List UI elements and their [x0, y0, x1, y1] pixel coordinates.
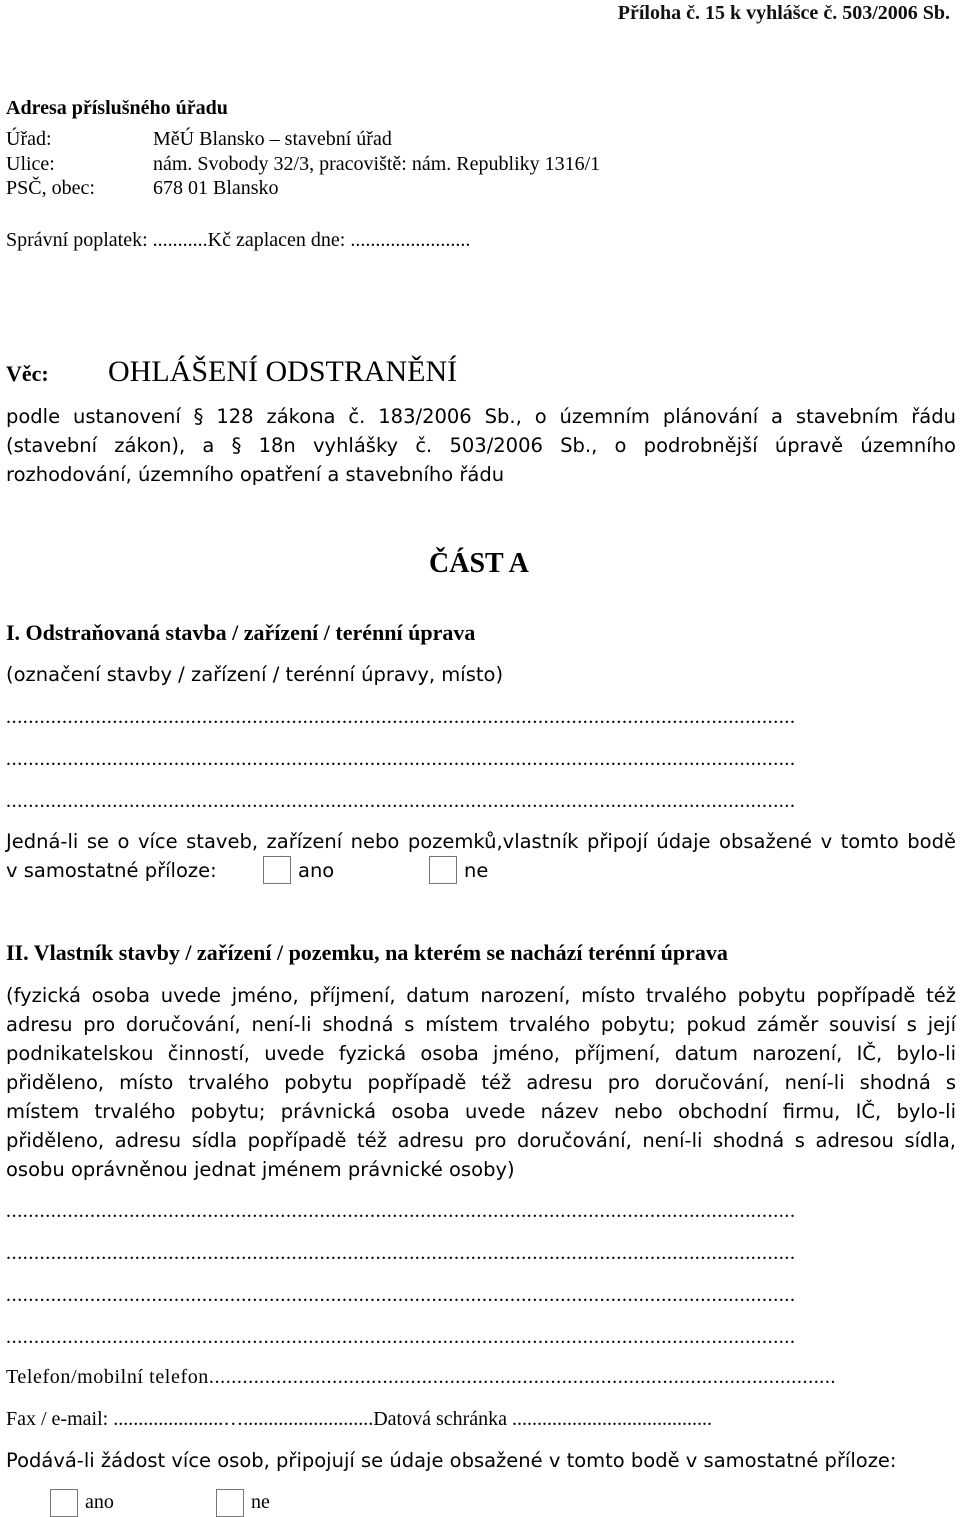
- fee-line: Správní poplatek: ...........Kč zaplacen dne: ........................: [6, 229, 471, 251]
- multi-no-label: ne: [251, 1491, 270, 1513]
- section-2-hint-line: podnikatelskou činností, uvede fyzická osoba jméno, příjmení, datum narození, IČ, bylo-li: [6, 1042, 956, 1065]
- section-2-heading: II. Vlastník stavby / zařízení / pozemku, na kterém se nachází terénní úprava: [6, 940, 728, 965]
- fill-line[interactable]: .............................................................................................................................................: [6, 790, 796, 812]
- street-value: nám. Svobody 32/3, pracoviště: nám. Republiky 1316/1: [153, 153, 601, 175]
- zip-label: PSČ, obec:: [6, 177, 95, 199]
- section-1-heading: I. Odstraňovaná stavba / zařízení / terénní úprava: [6, 620, 476, 645]
- attachment-yes-checkbox[interactable]: [263, 856, 291, 884]
- legal-basis-line-1: podle ustanovení § 128 zákona č. 183/2006 Sb., o územním plánování a stavebním řádu: [6, 405, 956, 428]
- section-1-attachment-label: v samostatné příloze:: [6, 859, 217, 882]
- office-label: Úřad:: [6, 128, 52, 150]
- attachment-no-label: ne: [464, 859, 489, 882]
- part-a-title: ČÁST A: [429, 548, 529, 579]
- document-title: OHLÁŠENÍ ODSTRANĚNÍ: [108, 355, 458, 388]
- office-value: MěÚ Blansko – stavební úřad: [153, 128, 392, 150]
- attachment-no-checkbox[interactable]: [429, 856, 457, 884]
- section-2-hint-line: přiděleno, adresu sídla popřípadě též adresu pro doručování, není-li shodná s adresou sídla,: [6, 1129, 956, 1152]
- subject-label: Věc:: [6, 361, 49, 386]
- section-2-hint-line: (fyzická osoba uvede jméno, příjmení, datum narození, místo trvalého pobytu popřípadě též: [6, 984, 956, 1007]
- fill-line[interactable]: .............................................................................................................................................: [6, 706, 796, 728]
- multi-applicant-note: Podává-li žádost více osob, připojují se údaje obsažené v tomto bodě v samostatné příloze:: [6, 1449, 897, 1472]
- fill-line[interactable]: .............................................................................................................................................: [6, 1200, 796, 1222]
- fill-line[interactable]: .............................................................................................................................................: [6, 1326, 796, 1348]
- phone-field[interactable]: Telefon/mobilní telefon................................................................................................................: [6, 1366, 837, 1388]
- street-label: Ulice:: [6, 153, 55, 175]
- fill-line[interactable]: .............................................................................................................................................: [6, 1284, 796, 1306]
- multi-yes-label: ano: [85, 1491, 114, 1513]
- fax-email-field[interactable]: Fax / e-mail: ......................…..........................Datová schránka ........................................: [6, 1408, 713, 1430]
- fill-line[interactable]: .............................................................................................................................................: [6, 748, 796, 770]
- section-2-hint-line: přiděleno, místo trvalého pobytu popřípadě též adresu pro doručování, není-li shodná s: [6, 1071, 956, 1094]
- section-2-hint-line: osobu oprávněnou jednat jménem právnické osoby): [6, 1158, 515, 1181]
- fill-line[interactable]: .............................................................................................................................................: [6, 1242, 796, 1264]
- legal-basis-line-2: (stavební zákon), a § 18n vyhlášky č. 503/2006 Sb., o podrobnější úpravě územního: [6, 434, 956, 457]
- section-2-hint-line: adresu pro doručování, není-li shodná s místem trvalého pobytu; pokud záměr souvisí s její: [6, 1013, 956, 1036]
- multi-no-checkbox[interactable]: [216, 1489, 244, 1517]
- attachment-yes-label: ano: [298, 859, 335, 882]
- section-1-note: Jedná-li se o více staveb, zařízení nebo pozemků,vlastník připojí údaje obsažené v tomto bodě: [6, 830, 956, 853]
- legal-basis-line-3: rozhodování, územního opatření a stavebního řádu: [6, 463, 505, 486]
- section-1-hint: (označení stavby / zařízení / terénní úpravy, místo): [6, 663, 504, 686]
- zip-value: 678 01 Blansko: [153, 177, 279, 199]
- address-title: Adresa příslušného úřadu: [6, 97, 228, 119]
- annex-header: Příloha č. 15 k vyhlášce č. 503/2006 Sb.: [617, 2, 950, 24]
- multi-yes-checkbox[interactable]: [50, 1489, 78, 1517]
- section-2-hint-line: místem trvalého pobytu; právnická osoba uvede název nebo obchodní firmu, IČ, bylo-li: [6, 1100, 956, 1123]
